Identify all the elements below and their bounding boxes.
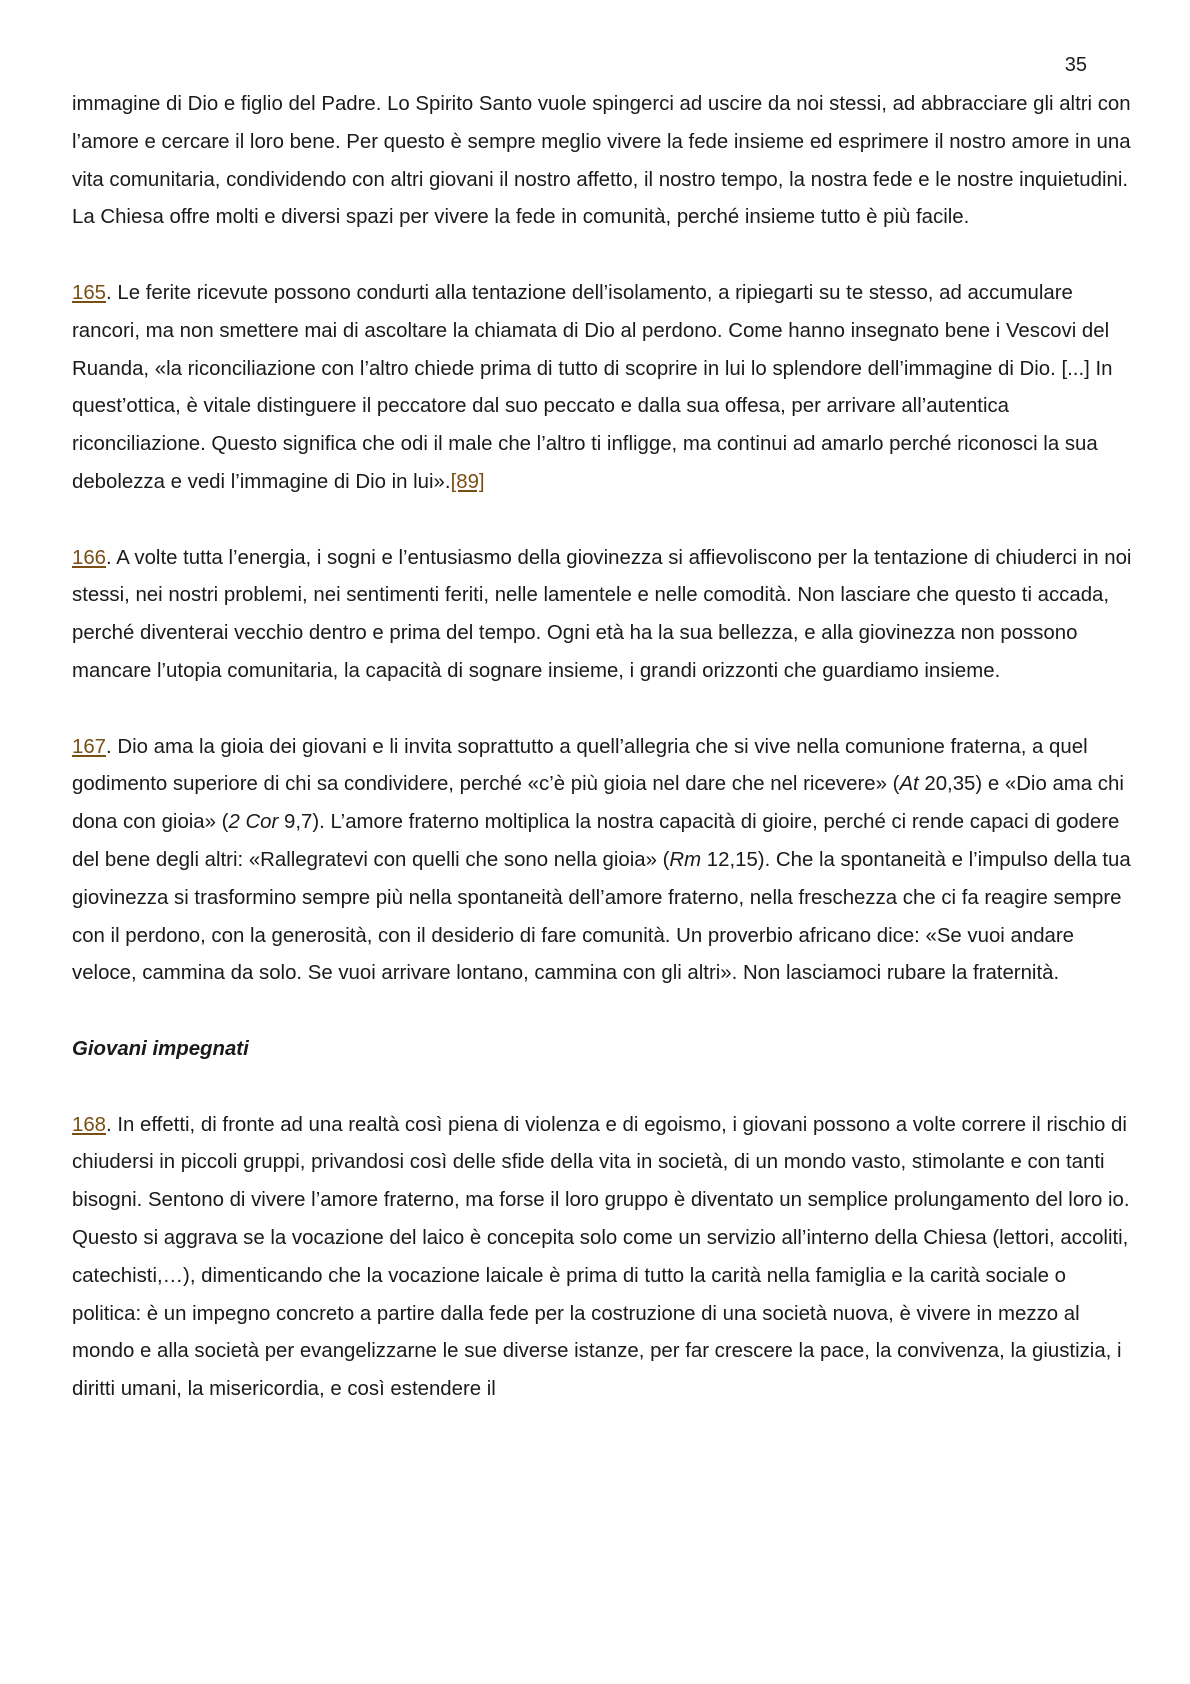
scripture-ref: At [899, 773, 919, 796]
paragraph-number-link[interactable]: 165 [72, 281, 107, 304]
paragraph-text: . A volte tutta l’energia, i sogni e l’entusiasmo della giovinezza si affievoliscono per la tentazione di chiuderci in noi stessi, nei nostri problemi, nei sentimenti feriti, nelle lamentele e nelle comodità. Non lasciare che questo ti accada, perché diventerai vecchio dentro e prima del tempo. Ogni età ha la sua bellezza, e alla giovinezza non possono mancare l’utopia comunitaria, la capacità di sognare insieme, i grandi orizzonti che guardiamo insieme. [72, 546, 1132, 682]
section-heading: Giovani impegnati [72, 1037, 249, 1060]
paragraph-text: . In effetti, di fronte ad una realtà così piena di violenza e di egoismo, i giovani possono a volte correre il rischio di chiudersi in piccoli gruppi, privandosi così delle sfide della vita in società, di un mondo vasto, stimolante e con tanti bisogni. Sentono di vivere l’amore fraterno, ma forse il loro gruppo è diventato un semplice prolungamento del loro io. Questo si aggrava se la vocazione del laico è concepita solo come un servizio all’interno della Chiesa (lettori, accoliti, catechisti,…), dimenticando che la vocazione laicale è prima di tutto la carità nella famiglia e la carità sociale o politica: è un impegno concreto a partire dalla fede per la costruzione di una società nuova, è vivere in mezzo al mondo e alla società per evangelizzarne le sue diverse istanze, per far crescere la pace, la convivenza, la giustizia, i diritti umani, la misericordia, e così estendere il [72, 1113, 1130, 1401]
paragraph-168 [72, 1107, 1132, 1409]
paragraph-text: . Le ferite ricevute possono condurti alla tentazione dell’isolamento, a ripiegarti su te stesso, ad accumulare rancori, ma non smettere mai di ascoltare la chiamata di Dio al perdono. Come hanno insegnato bene i Vescovi del Ruanda, «la riconciliazione con l’altro chiede prima di tutto di scoprire in lui lo splendore dell’immagine di Dio. [...] In quest’ottica, è vitale distinguere il peccatore dal suo peccato e dalla sua offesa, per arrivare all’autentica riconciliazione. Questo significa che odi il male che l’altro ti infligge, ma continui ad amarlo perché riconosci la sua debolezza e vedi l’immagine di Dio in lui». [72, 281, 1113, 493]
paragraph-167 [72, 729, 1132, 994]
paragraph-number-link[interactable]: 167 [72, 735, 107, 758]
paragraph-text: 9,7). L’amore fraterno moltiplica la nostra capacità di gioire, perché ci rende capaci di godere del bene degli altri: «Rallegratevi con quelli che sono nella gioia» ( [72, 811, 1120, 871]
paragraph-text: 12,15). Che la spontaneità e l’impulso della tua giovinezza si trasformino sempre più nella spontaneità dell’amore fraterno, nella freschezza che ci fa reagire sempre con il perdono, con la generosità, con il desiderio di fare comunità. Un proverbio africano dice: «Se vuoi andare veloce, cammina da solo. Se vuoi arrivare lontano, cammina con gli altri». Non lasciamoci rubare la fraternità. [72, 848, 1131, 985]
paragraph-text: immagine di Dio e figlio del Padre. Lo Spirito Santo vuole spingerci ad uscire da noi stessi, ad abbracciare gli altri con l’amore e cercare il loro bene. Per questo è sempre meglio vivere la fede insieme ed esprimere il nostro amore in una vita comunitaria, condividendo con altri giovani il nostro affetto, il nostro tempo, la nostra fede e le nostre inquietudini. La Chiesa offre molti e diversi spazi per vivere la fede in comunità, perché insieme tutto è più facile. [72, 93, 1131, 229]
document-body [72, 86, 1132, 1409]
footnote-link[interactable]: [89] [450, 470, 485, 493]
paragraph-166 [72, 540, 1132, 691]
paragraph-number-link[interactable]: 166 [72, 546, 107, 569]
paragraph-number-link[interactable]: 168 [72, 1113, 107, 1136]
scripture-ref: Rm [669, 848, 702, 871]
paragraph-text: . Dio ama la gioia dei giovani e li invita soprattutto a quell’allegria che si vive nella comunione fraterna, a quel godimento superiore di chi sa condividere, perché «c’è più gioia nel dare che nel ricevere» ( [72, 735, 1088, 796]
page-number: 35 [1064, 54, 1087, 76]
paragraph-text: 20,35) e «Dio ama chi dona con gioia» ( [72, 773, 1124, 834]
scripture-ref: 2 Cor [228, 811, 279, 834]
paragraph-165 [72, 275, 1132, 502]
paragraph-intro [72, 86, 1132, 237]
